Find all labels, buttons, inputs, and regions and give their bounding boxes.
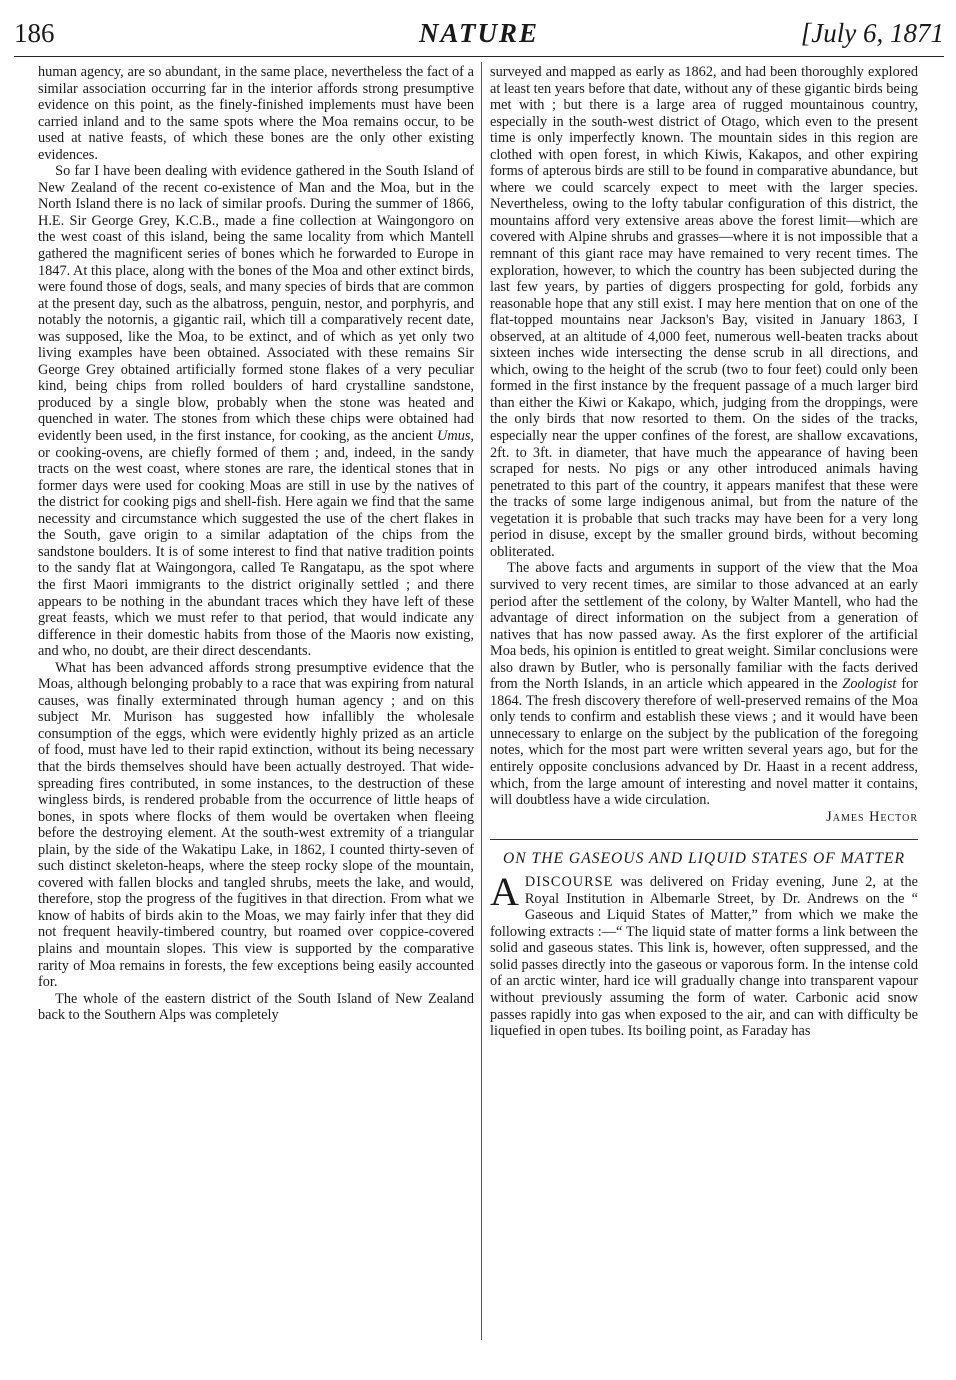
issue-date: [July 6, 1871 <box>800 18 944 48</box>
paragraph: The whole of the eastern district of the South Island of New Zealand back to the Southern Alps was completely <box>38 990 474 1024</box>
drop-cap: A <box>490 869 519 915</box>
italic-term: Zoologist <box>842 676 897 693</box>
paragraph-text: for 1864. The fresh discovery therefore of well-preserved remains of the Moa only tends to confirm and establish these views ; and it would have been unnecessary to enlarge on the subject by the publication of the foregoing notes, which for the most part were written several years ago, but for the entirely opposite conclusions advanced by Dr. Haast in a recent address, which, from the large amount of interesting and novel matter it contains, will doubtless have a wide circulation. <box>490 676 919 809</box>
paragraph: human agency, are so abundant, in the same place, nevertheless the fact of a similar association occurring far in the interior affords strong presumptive evidence on this point, as the finely-finished implements must have been carried inland and to the same spots where the Moa remains occur, to be used at native feasts, of which these bones are the only other existing evidences. <box>38 64 474 163</box>
column-divider <box>481 62 482 1340</box>
paragraph: surveyed and mapped as early as 1862, and had been thoroughly explored at least ten years before that date, without any of these gigantic birds being met with ; but there is a large area of rugged mountainous country, especially in the south-west district of Otago, which even to the present time is only imperfectly known. The mountain sides in this region are clothed with open forest, in which Kiwis, Kakapos, and other expiring forms of apterous birds are still to be found in comparative abundance, but where we could scarcely expect to meet with the larger species. Nevertheless, owing to the lofty tabular configuration of this district, the mountains afford very extensive areas above the forest limit—which are covered with Alpine shrubs and grasses—where it is not impossible that a remnant of this giant race may have remained to very recent times. The exploration, however, to which the country has been subjected during the last few years, by parties of diggers prospecting for gold, forbids any reasonable hope that any still exist. I may here mention that on one of the flat-topped mountains near Jackson's Bay, visited in January 1863, I observed, at an altitude of 4,000 feet, numerous well-beaten tracks about sixteen inches wide intersecting the dense scrub in all directions, and which, owing to the height of the scrub (two to four feet) could only been formed in the first instance by the frequent passage of a much larger bird than either the Kiwi or Kakapo, which, judging from the droppings, were the only birds that now resorted to them. On the sides of the tracks, especially near the upper confines of the forest, are shallow excavations, 2ft. to 3ft. in diameter, that have much the appearance of having been scraped for nests. No pigs or any other introduced animals having penetrated to this part of the country, it appears manifest that these were the tracks of some large indigenous animal, but from the nature of the vegetation it is probable that such tracks may have been for a very long period in disuse, except by the smaller ground birds, without becoming obliterated. <box>490 64 918 560</box>
right-column <box>490 64 918 1040</box>
paragraph: What has been advanced affords strong presumptive evidence that the Moas, although belonging probably to a race that was expiring from natural causes, was finally exterminated through human agency ; and on this subject Mr. Murison has suggested how infallibly the wholesale consumption of the eggs, which were evidently highly prized as an article of food, must have led to their rapid extinction, without its being necessary that the birds themselves should have been actually destroyed. That wide-spreading fires contributed, in some instances, to the destruction of these wingless birds, is rendered probable from the occurrence of little heaps of bones, in spots where flocks of them would be overtaken when fleeing before the destroying element. At the south-west extremity of a triangular plain, by the side of the Wakatipu Lake, in 1862, I counted thirty-seven of such distinct skeleton-heaps, where the steep rocky slope of the mountain, covered with fallen blocks and tangled shrubs, meets the lake, and would, therefore, stop the progress of the fugitives in that direction. From what we know of habits of birds akin to the Moas, we may fairly infer that they did not frequent heavily-timbered country, but roamed over coppice-covered plains and mountain slopes. This view is supported by the comparative rarity of Moa remains in forests, the few exceptions being easily accounted for. <box>38 659 474 991</box>
paragraph <box>490 869 918 1040</box>
author-signature: James Hector <box>826 808 918 825</box>
page-header <box>14 12 944 56</box>
article-separator <box>490 839 918 840</box>
paragraph <box>38 163 474 659</box>
left-column <box>38 64 474 1024</box>
italic-term: Umus <box>437 428 471 445</box>
lead-word: DISCOURSE <box>524 874 614 891</box>
paragraph-text: So far I have been dealing with evidence gathered in the South Island of New Zealand of the recent co-existence of Man and the Moa, but in the North Island there is no lack of similar proofs. During the summer of 1866, H.E. Sir George Grey, K.C.B., made a fine collection at Waingongoro on the west coast of this island, being the same locality from which Mantell gathered the magnificent series of bones which he forwarded to Europe in 1847. At this place, along with the bones of the Moa and other extinct birds, were found those of dogs, seals, and many species of birds that are common at the present day, such as the albatross, penguin, nestor, and porphyris, and notably the notornis, a gigantic rail, which till a comparatively recent date, was supposed, like the Moa, to be extinct, and of which as yet only two living examples have been obtained. Associated with these remains Sir George Grey obtained artificially formed stone flakes of a very peculiar kind, being chips from rolled boulders of hard crystalline sandstone, produced by a single blow, probably when the stone was heated and quenched in water. The stones from which these chips were obtained had evidently been used, in the first instance, for cooking, as the ancient <box>38 163 474 445</box>
paragraph-text: , or cooking-ovens, are chiefly formed of them ; and, indeed, in the sandy tracts on the west coast, where stones are rare, the identical stones that in former days were used for cooking Moas are still in use by the natives of the district for cooking pigs and shell-fish. Here again we find that the same necessity and circumstance which suggested the use of the chert flakes in the South, gave origin to a similar adaptation of the chips from the sandstone boulders. It is of some interest to find that native tradition points to the sandy flat at Waingongora, called Te Rangatapu, as the spot where the first Maori immigrants to the district originally settled ; and there appears to be nothing in the abundant traces which they have left of these great feasts, which we must refer to that period, that would indicate any difference in their domestic habits from those of the Maoris now existing, and who, no doubt, are their direct descendants. <box>38 428 474 660</box>
paragraph-text: The above facts and arguments in support of the view that the Moa survived to very recent times, are similar to those advanced at an early period after the settlement of the colony, by Walter Mantell, who had the advantage of direct information on the subject from a generation of natives that has now passed away. As the first explorer of the artificial Moa beds, his opinion is entitled to great weight. Similar conclusions were also drawn by Butler, who is personally familiar with the facts derived from the North Islands, in an article which appeared in the <box>490 560 918 693</box>
paragraph-text: was delivered on Friday evening, June 2, at the Royal Institution in Albemarle Street, by Dr. Andrews on the “ Gaseous and Liquid States of Matter,” from which we make the following extracts :—“ The liquid state of matter forms a link between the solid and gaseous states. This link is, however, often suppressed, and the solid passes directly into the gaseous or vaporous form. In the intense cold of an arctic winter, hard ice will gradually change into transparent vapour without previously assuming the form of water. Carbonic acid snow passes rapidly into gas when exposed to the air, and can with difficulty be liquefied in open tubes. Its boiling point, as Faraday has <box>490 874 918 1040</box>
page-number: 186 <box>14 18 55 48</box>
header-rule <box>14 56 944 57</box>
journal-name: NATURE <box>418 18 540 48</box>
paragraph <box>490 560 918 808</box>
article-title: ON THE GASEOUS AND LIQUID STATES OF MATTER <box>503 850 905 868</box>
